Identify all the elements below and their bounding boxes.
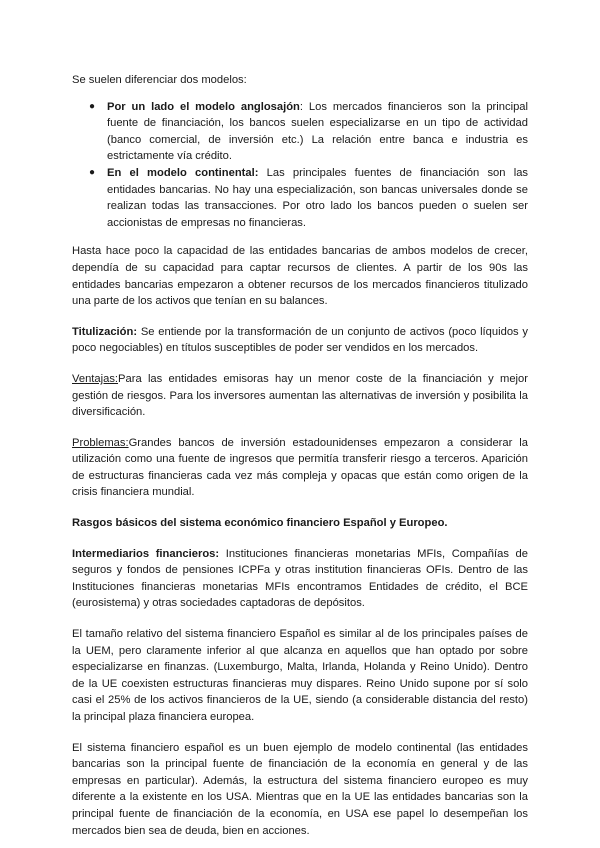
list-item-term: Por un lado el modelo anglosajón [107, 100, 300, 113]
problemas-text: Grandes bancos de inversión estadounidenses empezaron a considerar la utilización como una fuente de ingresos que permitía transferir riesgo a terceros. Aparición de estructuras financieras cada vez más compleja y opacas que están como origen de la crisis financiera mundial. [72, 436, 528, 499]
list-item-text: Las principales fuentes de financiación son las entidades bancarias. No hay una especialización, son bancas universales donde se realizan todas las transacciones. Por otro lado los bancos pueden o suelen ser accionistas de empresas no financieras. [107, 166, 529, 229]
intro-text: Se suelen diferenciar dos modelos: [72, 74, 247, 86]
intermediarios-term: Intermediarios financieros: [72, 547, 220, 560]
list-item-term: En el modelo continental: [107, 166, 259, 179]
bullet-icon: ● [89, 166, 96, 178]
history-paragraph: Hasta hace poco la capacidad de las entidades bancarias de ambos modelos de crecer, dependía de su capacidad para captar recursos de clientes. A partir de los 90s las entidades bancarias empezaron a obtener recursos de los mercados financieros titulizado una parte de los activos que tenían en su balances. [72, 245, 528, 308]
list-item-separator [258, 167, 266, 179]
list-item-text: Los mercados financieros son la principal fuente de financiación, los bancos suelen especializarse en un tipo de actividad (banco comercial, de inversión etc.) La relación entre banca e industria es estrictamente vía crédito. [107, 100, 528, 163]
problemas-term: Problemas: [72, 436, 129, 449]
bullet-icon: ● [89, 100, 96, 112]
ventajas-text: Para las entidades emisoras hay un menor coste de la financiación y mejor gestión de riesgos. Para los inversores aumentan las alternativas de inversión y posibilita la diversificación. [72, 372, 528, 419]
titulizacion-paragraph [72, 324, 528, 357]
models-list [72, 99, 528, 232]
titulizacion-text: Se entiende por la transformación de un conjunto de activos (poco líquidos y poco negociables) en títulos susceptibles de poder ser vendidos en los mercados. [72, 325, 528, 355]
ejemplo-paragraph: El sistema financiero español es un buen ejemplo de modelo continental (las entidades bancarias son la principal fuente de financiación de la economía en general y de las empresas en particular). Además, la estructura del sistema financiero europeo es muy diferente a la existente en los USA. Mientras que en la UE las entidades bancarias son la principal fuente de financiación de la economía, en USA ese papel lo desempeñan los mercados bien sea de deuda, bien en acciones. [72, 741, 528, 837]
problemas-paragraph [72, 435, 528, 501]
intermediarios-text: Instituciones financieras monetarias MFIs, Compañías de seguros y fondos de pensiones ICPFa y otras institution financieras OFIs. Dentro de las Instituciones financieras monetarias MFIs encontramos Entidades de crédito, el BCE (eurosistema) y otras sociedades captadoras de depósitos. [72, 547, 528, 610]
list-item-separator: : [299, 100, 309, 113]
titulizacion-term: Titulización: [72, 325, 138, 338]
list-item [89, 99, 528, 165]
intermediarios-paragraph [72, 546, 528, 612]
list-item [89, 165, 529, 231]
ventajas-term: Ventajas: [72, 372, 119, 385]
ventajas-paragraph [72, 371, 528, 421]
tamano-paragraph: El tamaño relativo del sistema financiero Español es similar al de los principales países de la UEM, pero claramente inferior al que alcanza en aquellos que han optado por sobre especializarse en finanzas. (Luxemburgo, Malta, Irlanda, Holanda y Reino Unido). Dentro de la UE coexisten estructuras financieras muy dispares. Reino Unido supone por sí solo casi el 25% de los activos financieros de la UE, siendo (a considerable distancia del resto) la principal plaza financiera europea. [72, 628, 528, 723]
section-heading: Rasgos básicos del sistema económico financiero Español y Europeo. [72, 517, 448, 530]
